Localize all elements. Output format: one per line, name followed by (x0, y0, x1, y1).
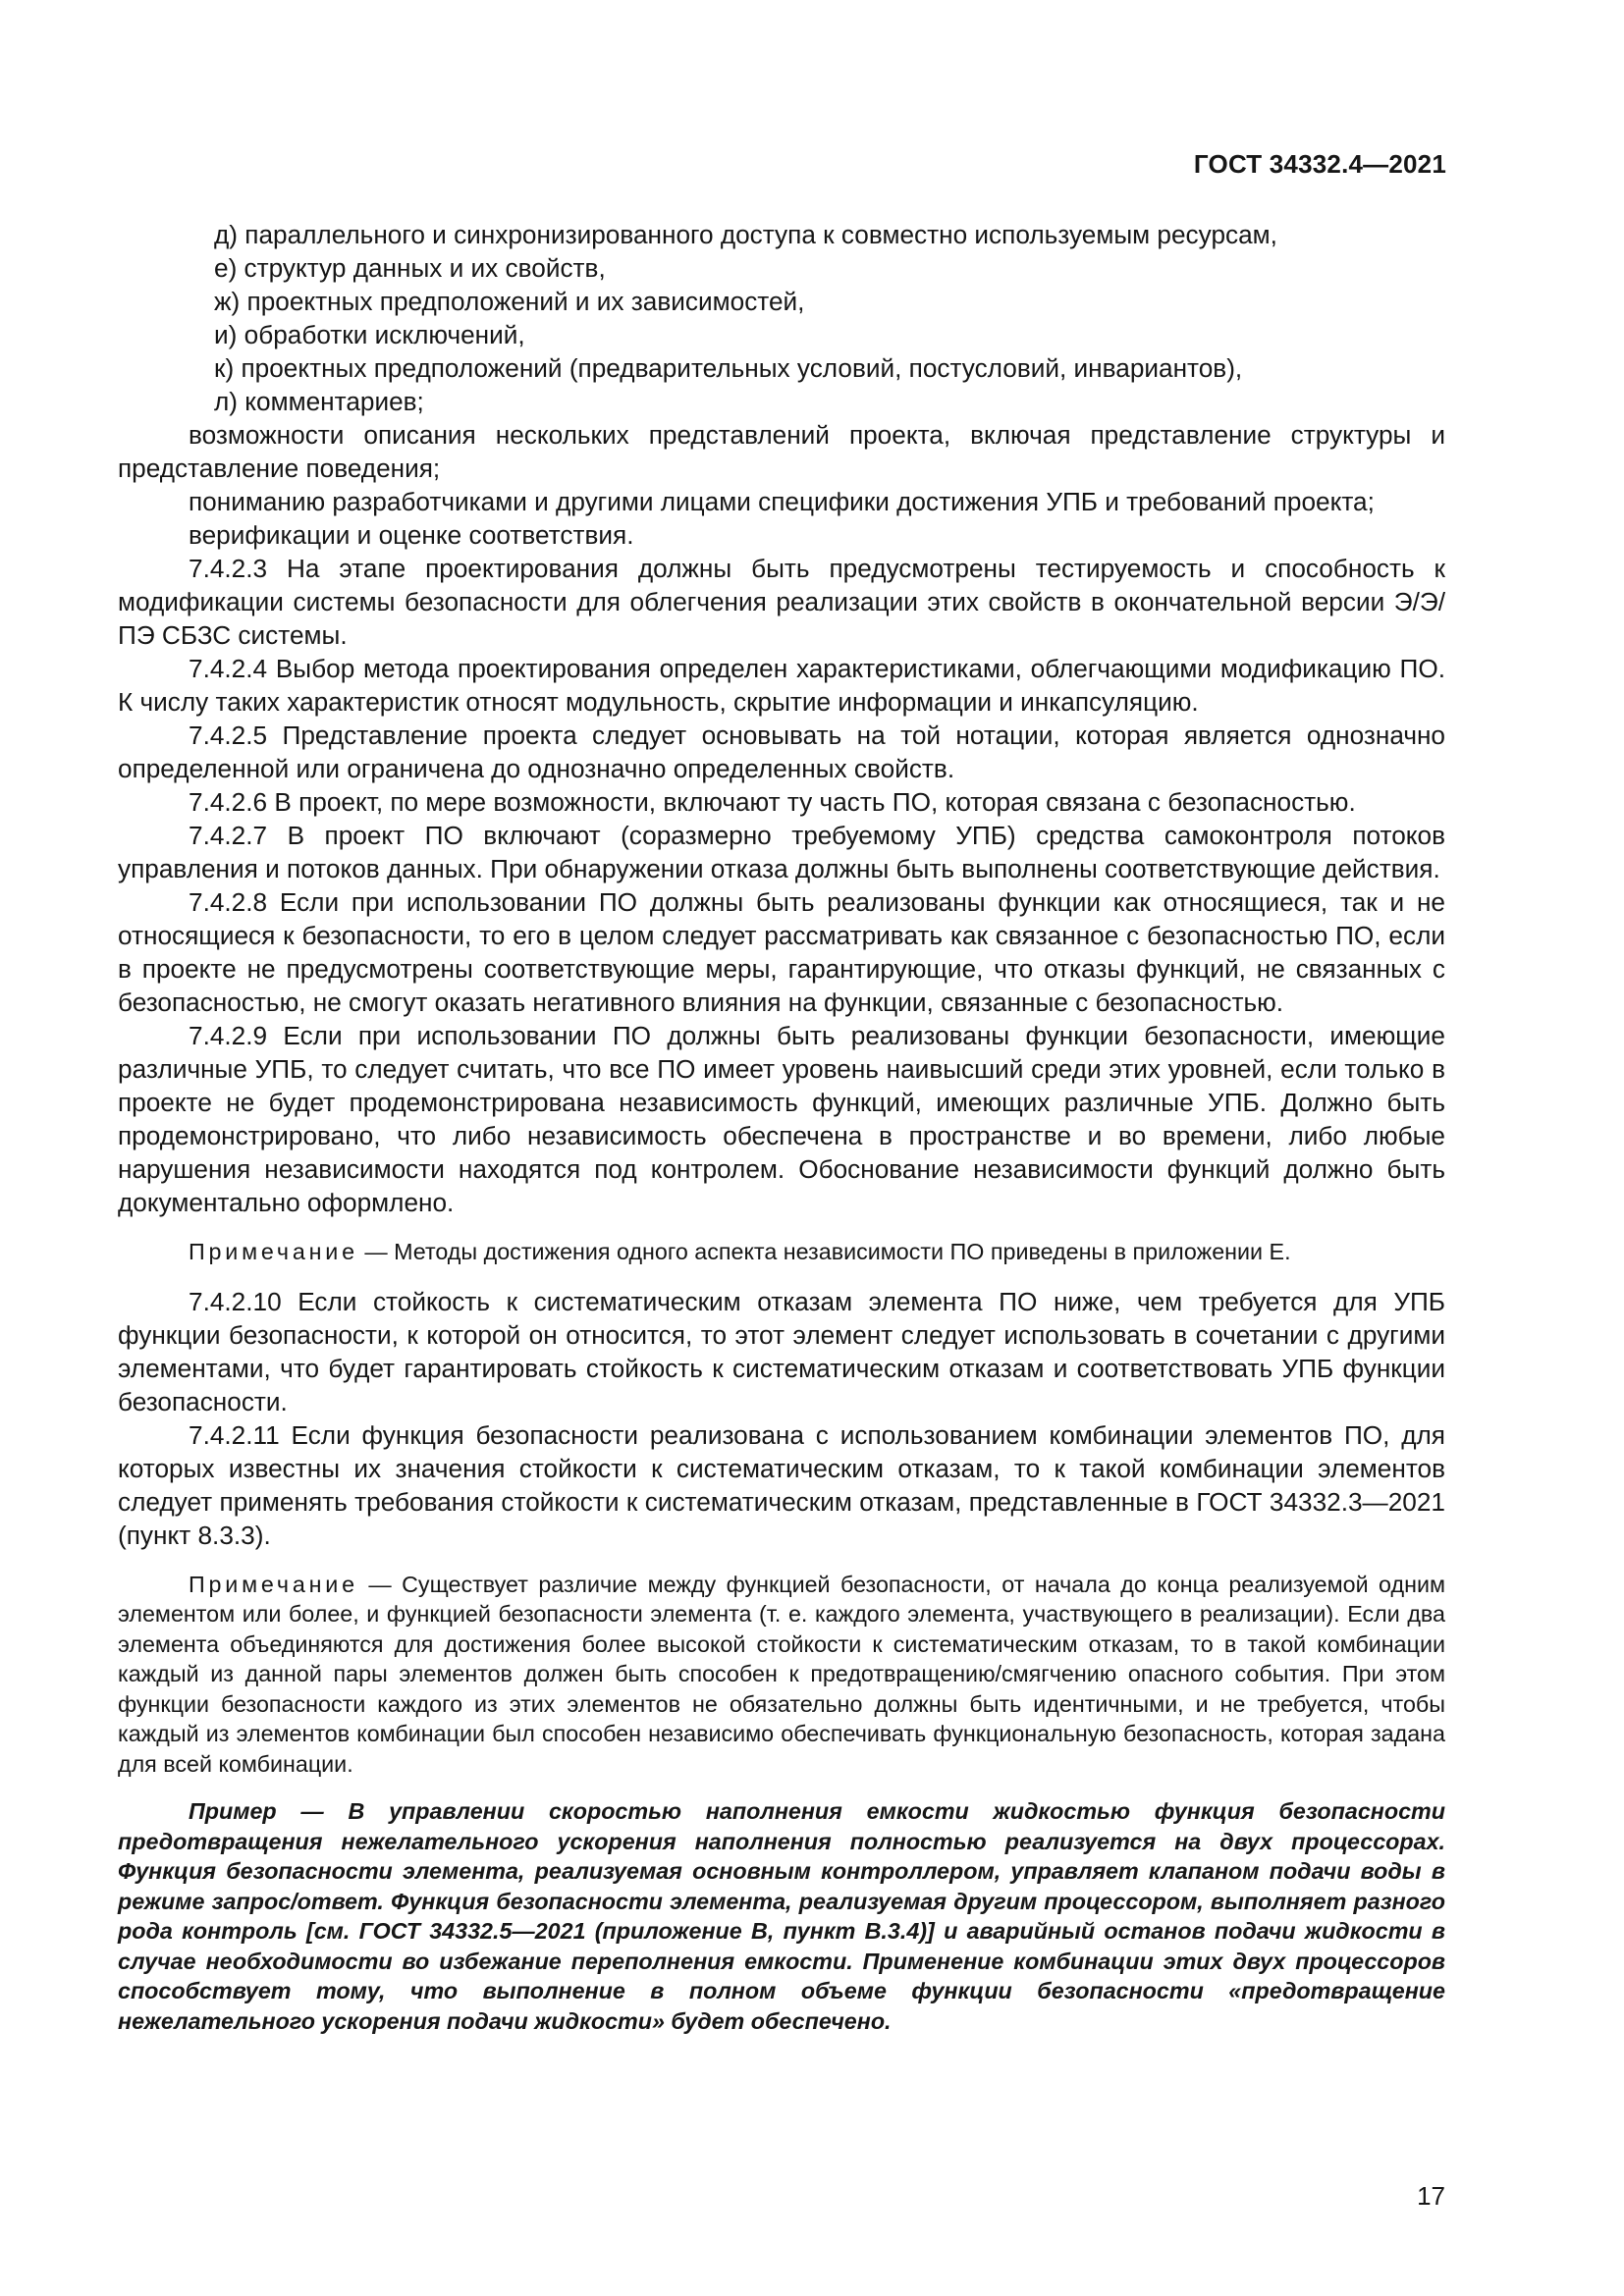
note-2-text: — Существует различие между функцией безопасности, от начала до конца реализуемой одним элементом или более, и функцией безопасности элемента (т. е. каждого элемента, участвующего в реализации). Если два элемента объединяются для достижения более высокой стойкости к систематическим отказам, то в такой комбинации каждый из данной пары элементов должен быть способен к предотвращению/смягчению опасного события. При этом функции безопасности каждого из этих элементов не обязательно должны быть идентичными, и не требуется, чтобы каждый из элементов комбинации был способен независимо обеспечивать функциональную безопасность, которая задана для всей комбинации. (118, 1571, 1445, 1777)
list-item-i: и) обработки исключений, (214, 320, 525, 349)
note-2 (118, 1570, 1445, 1780)
clause-7-4-2-7: 7.4.2.7 В проект ПО включают (соразмерно требуемому УПБ) средства самоконтроля потоков управления и потоков данных. При обнаружении отказа должны быть выполнены соответствующие действия. (118, 821, 1445, 883)
list-item-zh: ж) проектных предположений и их зависимостей, (214, 287, 805, 316)
page-body (118, 218, 1445, 2036)
document-code-header: ГОСТ 34332.4—2021 (1193, 149, 1446, 179)
clause-7-4-2-3: 7.4.2.3 На этапе проектирования должны быть предусмотрены тестируемость и способность к модификации системы безопасности для облегчения реализации этих свойств в окончательной версии Э/Э/ПЭ СБЗС системы. (118, 554, 1445, 650)
paragraph-understanding: пониманию разработчиками и другими лицами специфики достижения УПБ и требований проекта; (189, 487, 1375, 516)
paragraph-views: возможности описания нескольких представлений проекта, включая представление структуры и представление поведения; (118, 420, 1445, 483)
page-number: 17 (1417, 2181, 1445, 2211)
list-item-k: к) проектных предположений (предварительных условий, постусловий, инвариантов), (214, 353, 1243, 383)
paragraph-verification: верификации и оценке соответствия. (189, 520, 634, 550)
note-label: Примечание (189, 1239, 358, 1264)
clause-7-4-2-10: 7.4.2.10 Если стойкость к систематическим отказам элемента ПО ниже, чем требуется для УПБ функции безопасности, к которой он относится, то этот элемент следует использовать в сочетании с другими элементами, что будет гарантировать стойкость к систематическим отказам и соответствовать УПБ функции безопасности. (118, 1286, 1445, 1416)
clause-7-4-2-4: 7.4.2.4 Выбор метода проектирования определен характеристиками, облегчающими модификацию ПО. К числу таких характеристик относят модульность, скрытие информации и инкапсуляцию. (118, 654, 1445, 717)
clause-7-4-2-6: 7.4.2.6 В проект, по мере возможности, включают ту часть ПО, которая связана с безопасностью. (189, 787, 1356, 817)
clause-7-4-2-9: 7.4.2.9 Если при использовании ПО должны быть реализованы функции безопасности, имеющие различные УПБ, то следует считать, что все ПО имеет уровень наивысший среди этих уровней, если только в проекте не будет продемонстрирована независимость функций, имеющих различные УПБ. Должно быть продемонстрировано, что либо независимость обеспечена в пространстве и во времени, либо любые нарушения независимости находятся под контролем. Обоснование независимости функций должно быть документально оформлено. (118, 1021, 1445, 1217)
list-item-e: е) структур данных и их свойств, (214, 253, 606, 283)
example-paragraph: Пример — В управлении скоростью наполнения емкости жидкостью функция безопасности предотвращения нежелательного ускорения наполнения полностью реализуется на двух процессорах. Функция безопасности элемента, реализуемая основным контроллером, управляет клапаном подачи воды в режиме запрос/ответ. Функция безопасности элемента, реализуемая другим процессором, выполняет разного рода контроль [см. ГОСТ 34332.5—2021 (приложение В, пункт В.3.4)] и аварийный останов подачи жидкости в случае необходимости во избежание переполнения емкости. Применение комбинации этих двух процессоров способствует тому, что выполнение в полном объеме функции безопасности «предотвращение нежелательного ускорения подачи жидкости» будет обеспечено. (118, 1798, 1445, 2034)
clause-7-4-2-11: 7.4.2.11 Если функция безопасности реализована с использованием комбинации элементов ПО, для которых известны их значения стойкости к систематическим отказам, то к такой комбинации элементов следует применять требования стойкости к систематическим отказам, представленные в ГОСТ 34332.3—2021 (пункт 8.3.3). (118, 1419, 1445, 1550)
note-1-text: — Методы достижения одного аспекта независимости ПО приведены в приложении Е. (357, 1239, 1291, 1264)
note-label: Примечание (189, 1571, 358, 1597)
list-item-l: л) комментариев; (214, 387, 424, 416)
list-item-d: д) параллельного и синхронизированного доступа к совместно используемым ресурсам, (214, 220, 1277, 249)
enumerated-list (118, 218, 1445, 418)
clause-7-4-2-8: 7.4.2.8 Если при использовании ПО должны быть реализованы функции как относящиеся, так и не относящиеся к безопасности, то его в целом следует рассматривать как связанное с безопасностью ПО, если в проекте не предусмотрены соответствующие меры, гарантирующие, что отказы функций, не связанных с безопасностью, не смогут оказать негативного влияния на функции, связанные с безопасностью. (118, 887, 1445, 1017)
clause-7-4-2-5: 7.4.2.5 Представление проекта следует основывать на той нотации, которая является однозначно определенной или ограничена до однозначно определенных свойств. (118, 721, 1445, 783)
note-1 (118, 1237, 1445, 1267)
